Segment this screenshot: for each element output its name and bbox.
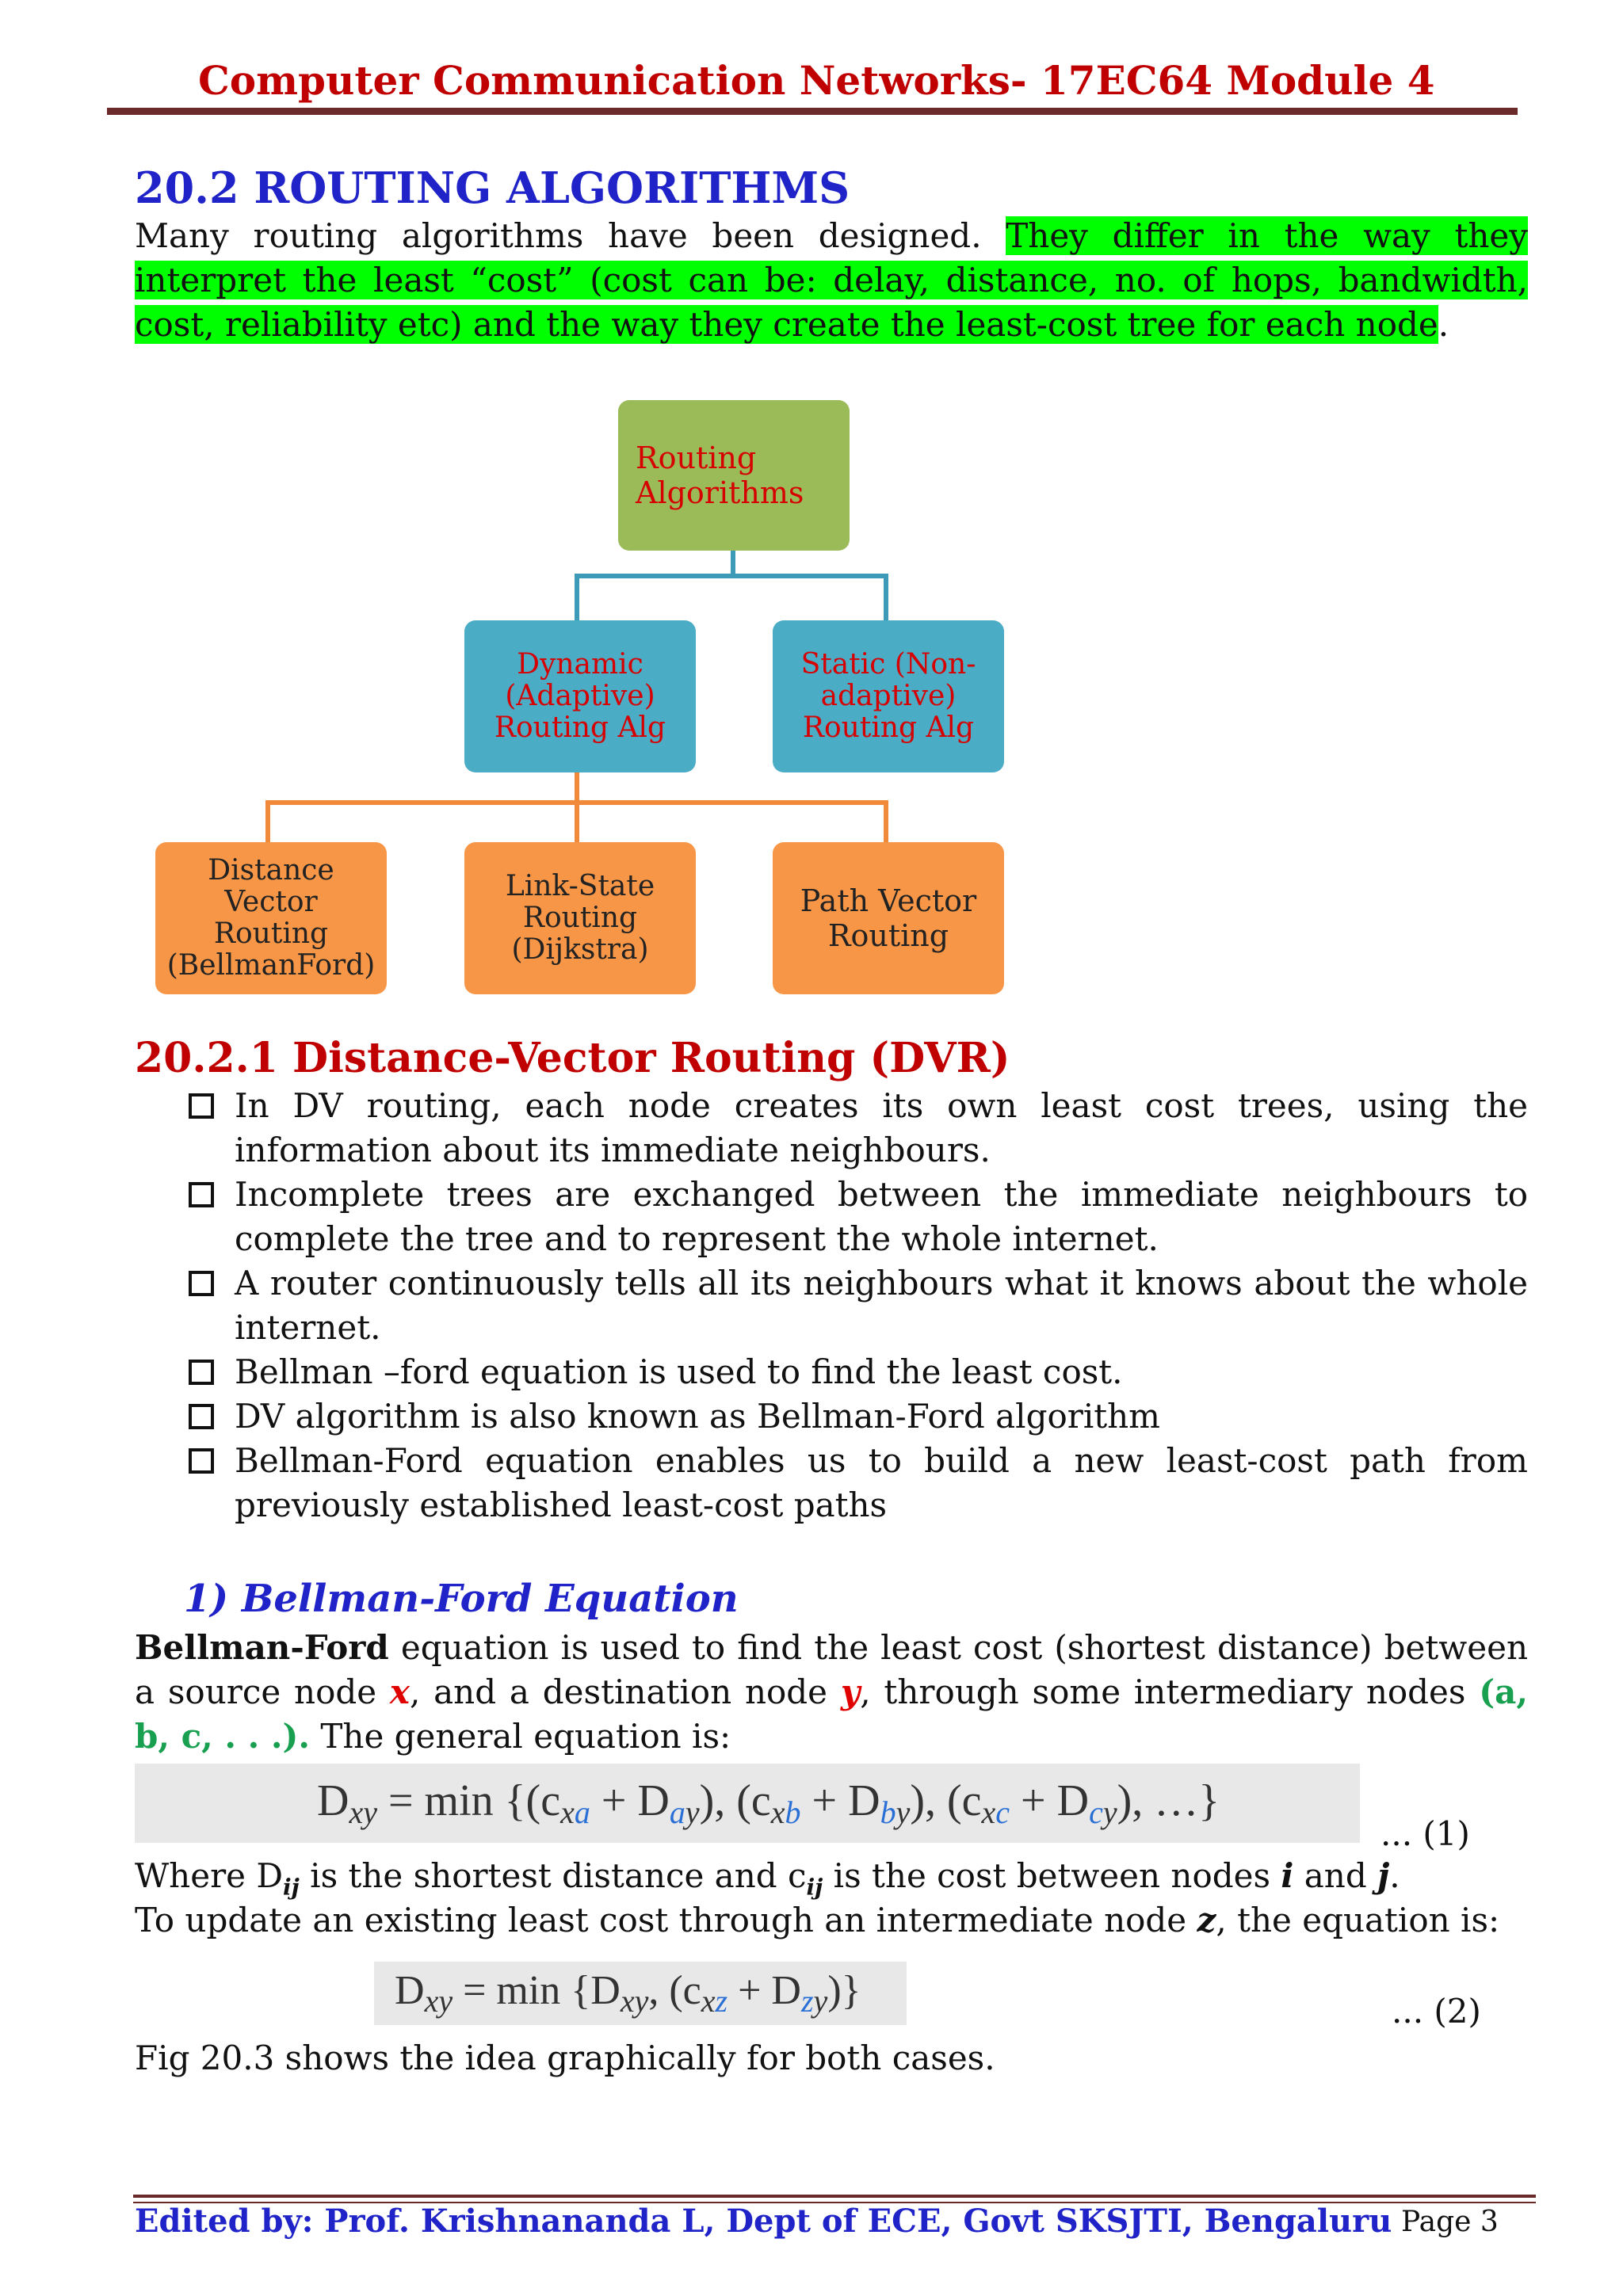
destination-node-y: y <box>840 1672 861 1711</box>
list-item: A router continuously tells all its neighbours what it knows about the whole internet. <box>184 1261 1528 1350</box>
node-dynamic-routing <box>464 620 696 772</box>
node-root-line1: Routing <box>636 441 757 475</box>
node-path-vector <box>773 842 1004 994</box>
page-number: Page 3 <box>1401 2206 1499 2238</box>
checkbox-bullet-icon <box>189 1360 214 1385</box>
section-title: 20.2 ROUTING ALGORITHMS <box>135 162 850 213</box>
update-line: To update an existing least cost through an intermediate node z, the equation is: <box>135 1901 1500 1939</box>
node-pv-line1: Path Vector <box>800 883 977 918</box>
checkbox-bullet-icon <box>189 1093 214 1119</box>
page-header-title: Computer Communication Networks- 17EC64 Module 4 <box>198 57 1435 104</box>
intro-plain-text: Many routing algorithms have been designed. <box>135 216 1006 255</box>
node-dynamic-line2: (Adaptive) <box>505 680 655 712</box>
equation-2-image: Dxy = min {Dxy, (cxz + Dzy)} <box>374 1962 907 2025</box>
bellman-ford-bold: Bellman-Ford <box>135 1628 389 1667</box>
node-ls-line1: Link-State <box>505 870 655 902</box>
list-item: Incomplete trees are exchanged between the immediate neighbours to complete the tree and to represent the whole internet. <box>184 1173 1528 1261</box>
node-static-line2: adaptive) <box>820 680 957 712</box>
equation-2-number: ... (2) <box>1392 1992 1481 2031</box>
footer-divider <box>133 2195 1536 2198</box>
node-dv-line1: Distance Vector <box>208 854 334 918</box>
dvr-bullet-list <box>184 1084 1528 1527</box>
checkbox-bullet-icon <box>189 1182 214 1207</box>
node-dv-line3: (BellmanFord) <box>166 949 376 982</box>
list-item: Bellman-Ford equation enables us to build a new least-cost path from previously established least-cost paths <box>184 1439 1528 1527</box>
node-link-state <box>464 842 696 994</box>
node-ls-line3: (Dijkstra) <box>511 933 649 966</box>
node-dynamic-line1: Dynamic <box>517 648 643 681</box>
node-distance-vector <box>155 842 387 994</box>
intermediary-nodes: (a, b, c, . . .). <box>135 1672 1528 1756</box>
node-ls-line2: Routing <box>522 902 638 934</box>
intro-paragraph <box>135 214 1528 347</box>
node-static-line3: Routing Alg <box>802 711 975 744</box>
routing-algorithms-diagram <box>151 392 1022 1010</box>
header-divider <box>107 108 1518 115</box>
list-item: In DV routing, each node creates its own least cost trees, using the information about its immediate neighbours. <box>184 1084 1528 1173</box>
list-item: Bellman –ford equation is used to find the least cost. <box>184 1350 1528 1394</box>
list-item: DV algorithm is also known as Bellman-Ford algorithm <box>184 1394 1528 1439</box>
intro-highlighted-text: They differ in the way they interpret the least “cost” (cost can be: delay, distance, no. of hops, bandwidth, cost, reliability etc) and the way they create the least-cost tree for each node <box>135 216 1529 344</box>
checkbox-bullet-icon <box>189 1448 214 1474</box>
equation-1-image: Dxy = min {(cxa + Day), (cxb + Dby), (cxc + Dcy), …} <box>135 1764 1360 1843</box>
bellman-ford-paragraph: Bellman-Ford equation is used to find the least cost (shortest distance) between a source node x, and a destination node y, through some intermediary nodes (a, b, c, . . .). The general equation is: <box>135 1628 1528 1756</box>
dvr-section-title: 20.2.1 Distance-Vector Routing (DVR) <box>135 1034 1010 1082</box>
checkbox-bullet-icon <box>189 1271 214 1296</box>
checkbox-bullet-icon <box>189 1404 214 1429</box>
node-dv-line2: Routing <box>213 917 329 950</box>
node-dynamic-line3: Routing Alg <box>494 711 666 744</box>
node-static-routing <box>773 620 1004 772</box>
bellman-ford-title: 1) Bellman-Ford Equation <box>184 1577 739 1621</box>
node-root-line2: Algorithms <box>636 475 804 510</box>
footer-editor-credit: Edited by: Prof. Krishnananda L, Dept of ECE, Govt SKSJTI, Bengaluru <box>135 2203 1392 2240</box>
node-static-line1: Static (Non- <box>800 648 976 681</box>
intro-end-text: . <box>1438 305 1449 344</box>
source-node-x: x <box>389 1672 410 1711</box>
equation-1-number: ... (1) <box>1381 1814 1470 1853</box>
where-line: Where $D_{ij}$ is the shortest distance and $c_{ij}$ is the cost between nodes i and j. <box>135 1856 1400 1901</box>
node-pv-line2: Routing <box>827 918 949 953</box>
figure-reference-line: Fig 20.3 shows the idea graphically for both cases. <box>135 2039 995 2077</box>
node-routing-algorithms <box>618 400 850 551</box>
